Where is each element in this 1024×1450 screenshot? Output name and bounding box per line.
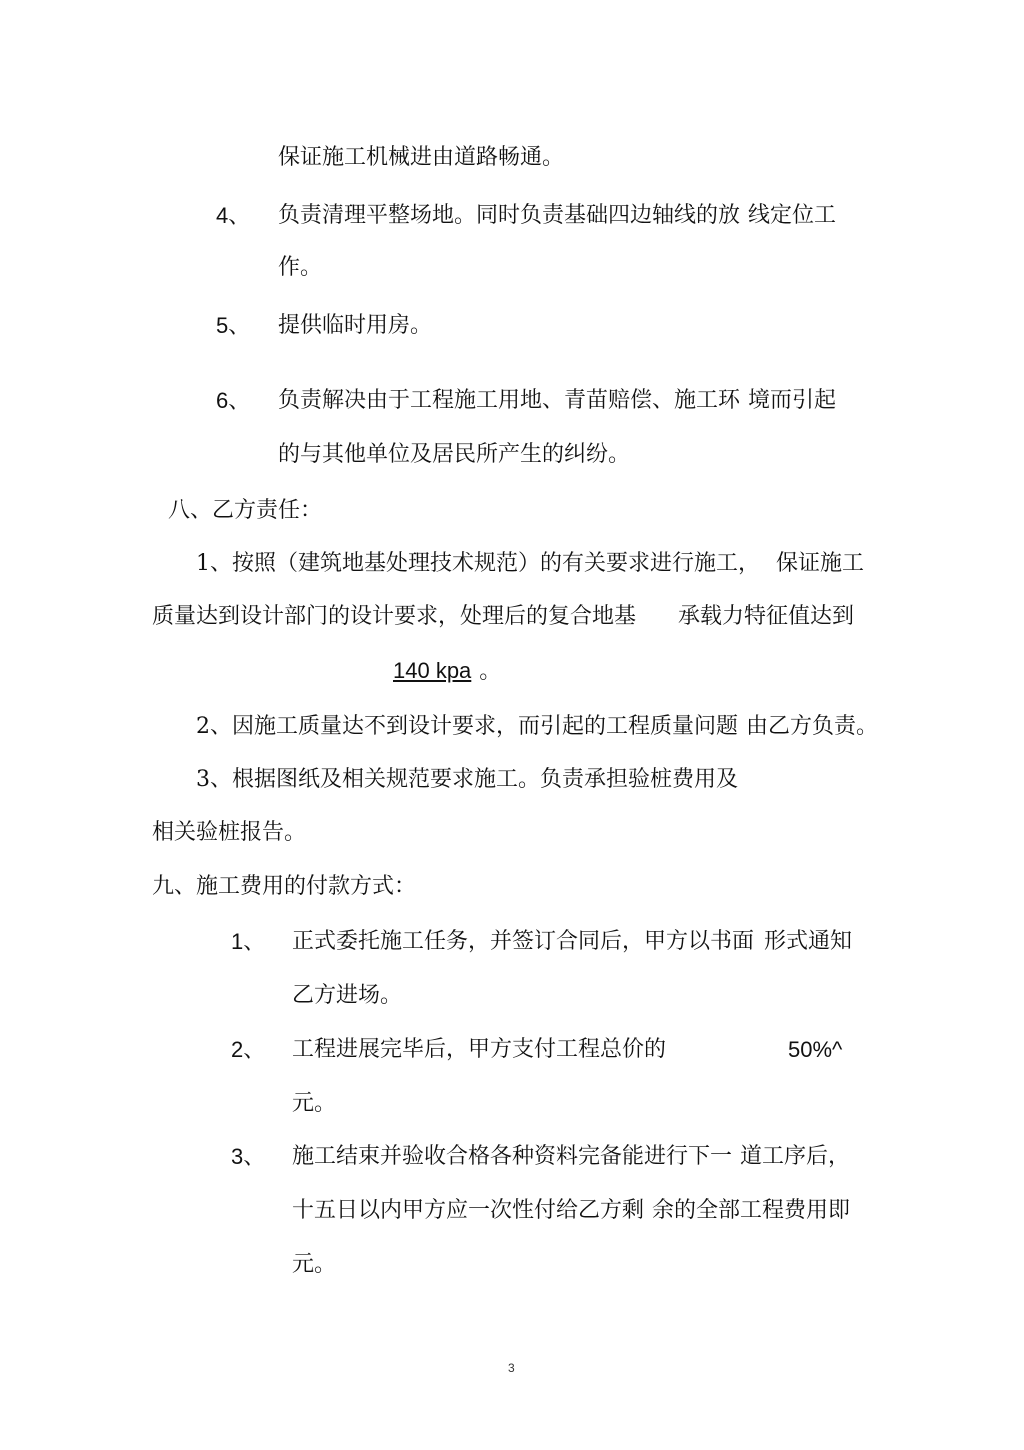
item3-continuation: 保证施工机械进由道路畅通。 [278,145,565,170]
payment-percentage: 50%^ [788,1037,843,1062]
bearing-capacity-number: 140 kpa [393,658,472,683]
item6-continuation: 的与其他单位及居民所产生的纠纷。 [278,442,631,467]
item6-number: 6、 [216,388,251,413]
s9-item1-number: 1、 [231,929,266,954]
s9-item2-text: 工程进展完毕后，甲方支付工程总价的 [292,1037,667,1062]
page-number: 3 [508,1361,515,1375]
bearing-capacity-value [393,658,501,685]
item6-text-part2: 境而引起 [748,388,837,413]
s8-item3: 3、根据图纸及相关规范要求施工。负责承担验桩费用及 [196,767,738,792]
section9-heading: 九、施工费用的付款方式： [152,874,417,899]
s8-item1-line1-part2: 保证施工 [776,551,865,576]
item5-text: 提供临时用房。 [278,313,433,338]
item6-text [278,388,836,414]
s9-item2-continuation: 元。 [292,1091,337,1116]
s9-item1-text [292,929,852,955]
s8-item1-line2-part1: 质量达到设计部门的设计要求，处理后的复合地基 [152,604,637,629]
s9-item3-line2-part1: 十五日以内甲方应一次性付给乙方剩 [292,1198,645,1223]
s9-item3-line2-part2: 余的全部工程费用即 [652,1198,851,1223]
s9-item3-text-part1: 施工结束并验收合格各种资料完备能进行下一 [292,1144,733,1169]
s9-item1-continuation: 乙方进场。 [292,983,403,1008]
item4-number: 4、 [216,203,251,228]
s8-item2 [196,714,878,740]
bearing-capacity-suffix: 。 [479,659,502,684]
s8-item1-line2-part2: 承载力特征值达到 [678,604,855,629]
s8-item2-part2: 由乙方负责。 [746,714,879,739]
s8-item1-line2 [152,604,854,630]
s8-item1-line1-part1: 1、按照（建筑地基处理技术规范）的有关要求进行施工， [196,551,760,576]
s9-item3-text [292,1144,850,1170]
section8-heading: 八、乙方责任： [168,498,323,523]
item5-number: 5、 [216,313,251,338]
s9-item3-number: 3、 [231,1144,266,1169]
s9-item2-number: 2、 [231,1037,266,1062]
s9-item1-text-part2: 形式通知 [764,929,853,954]
s8-item3-continuation: 相关验桩报告。 [152,820,307,845]
item4-text-part2: 线定位工 [748,203,837,228]
s9-item3-text-part2: 道工序后， [740,1144,851,1169]
item6-text-part1: 负责解决由于工程施工用地、青苗赔偿、施工环 [278,388,741,413]
s8-item2-part1: 2、因施工质量达不到设计要求，而引起的工程质量问题 [196,714,738,739]
item4-continuation: 作。 [278,255,323,280]
s8-item1-line1 [196,551,864,577]
item4-text-part1: 负责清理平整场地。同时负责基础四边轴线的放 [278,203,741,228]
s9-item1-text-part1: 正式委托施工任务，并签订合同后，甲方以书面 [292,929,755,954]
s9-item3-line2 [292,1198,850,1224]
item4-text [278,203,836,229]
s9-item3-continuation: 元。 [292,1252,337,1277]
